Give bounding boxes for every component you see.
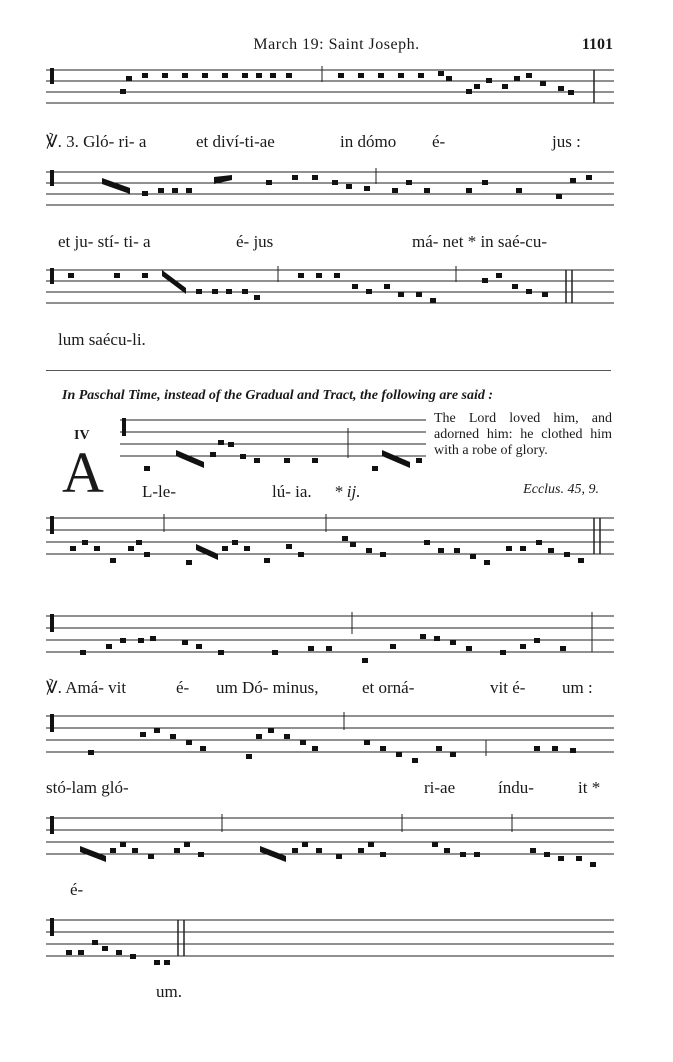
verse-lyrics-line-1 <box>0 132 673 156</box>
alleluia-lyrics <box>0 482 430 506</box>
lyric-syllable: vit é- <box>490 678 526 697</box>
lyric-syllable: um : <box>562 678 593 697</box>
lyric-syllable: it * <box>578 778 601 797</box>
lyric-syllable: stó-lam gló- <box>46 778 129 797</box>
chant-staff-alleluia <box>120 414 430 474</box>
lyric-syllable: ri-ae <box>424 778 456 797</box>
verse-lyrics-line-3 <box>0 330 673 354</box>
lyric-syllable: um Dó- minus, <box>216 678 319 697</box>
verse-lyrics-line-2 <box>0 232 673 256</box>
lyric-syllable: in dómo <box>340 132 397 151</box>
lyric-syllable: é- jus <box>236 232 274 251</box>
verse2-lyrics-line-4 <box>0 982 673 1006</box>
lyric-syllable: et diví-ti-ae <box>196 132 275 151</box>
lyric-syllable: um. <box>156 982 182 1001</box>
rubric: In Paschal Time, instead of the Gradual and Tract, the following are said : <box>62 388 494 403</box>
lyric-syllable: é- <box>432 132 446 151</box>
lyric-syllable: é- <box>176 678 190 697</box>
section-divider <box>46 370 611 371</box>
lyric-syllable: má- net * in saé-cu- <box>412 232 547 251</box>
lyric-syllable: índu- <box>498 778 534 797</box>
lyric-syllable: L-le- <box>142 482 176 501</box>
lyric-syllable: jus : <box>552 132 581 151</box>
chant-staff-6 <box>46 606 616 670</box>
lyric-syllable: et ju- stí- ti- a <box>58 232 151 251</box>
chant-staff-7 <box>46 706 616 770</box>
lyric-syllable: lú- ia. <box>272 482 312 501</box>
drop-capital: A <box>62 440 104 505</box>
chant-staff-melisma <box>46 508 616 572</box>
chant-staff-8 <box>46 808 616 872</box>
lyric-syllable: * ij. <box>334 482 361 501</box>
verse2-lyrics-line-3 <box>0 880 673 904</box>
lyric-syllable: lum saécu-li. <box>58 330 146 349</box>
verse2-lyrics-line-1 <box>0 678 673 702</box>
page-number: 1101 <box>581 36 613 53</box>
lyric-syllable: ℣. Amá- vit <box>46 678 127 697</box>
chant-staff-1 <box>46 62 616 116</box>
scripture-citation: Ecclus. 45, 9. <box>523 482 599 497</box>
chant-staff-9 <box>46 910 616 974</box>
chant-staff-2 <box>46 164 616 218</box>
lyric-syllable: et orná- <box>362 678 415 697</box>
chant-staff-3 <box>46 262 616 316</box>
page-title: March 19: Saint Joseph. <box>253 36 420 53</box>
mode-number: IV <box>74 428 90 443</box>
lyric-syllable: é- <box>70 880 84 899</box>
lyric-syllable: ℣. 3. Gló- ri- a <box>46 132 147 151</box>
verse2-lyrics-line-2 <box>0 778 673 802</box>
english-translation: The Lord loved him, and adorned him: he clothed him with a robe of glory. <box>434 411 612 458</box>
